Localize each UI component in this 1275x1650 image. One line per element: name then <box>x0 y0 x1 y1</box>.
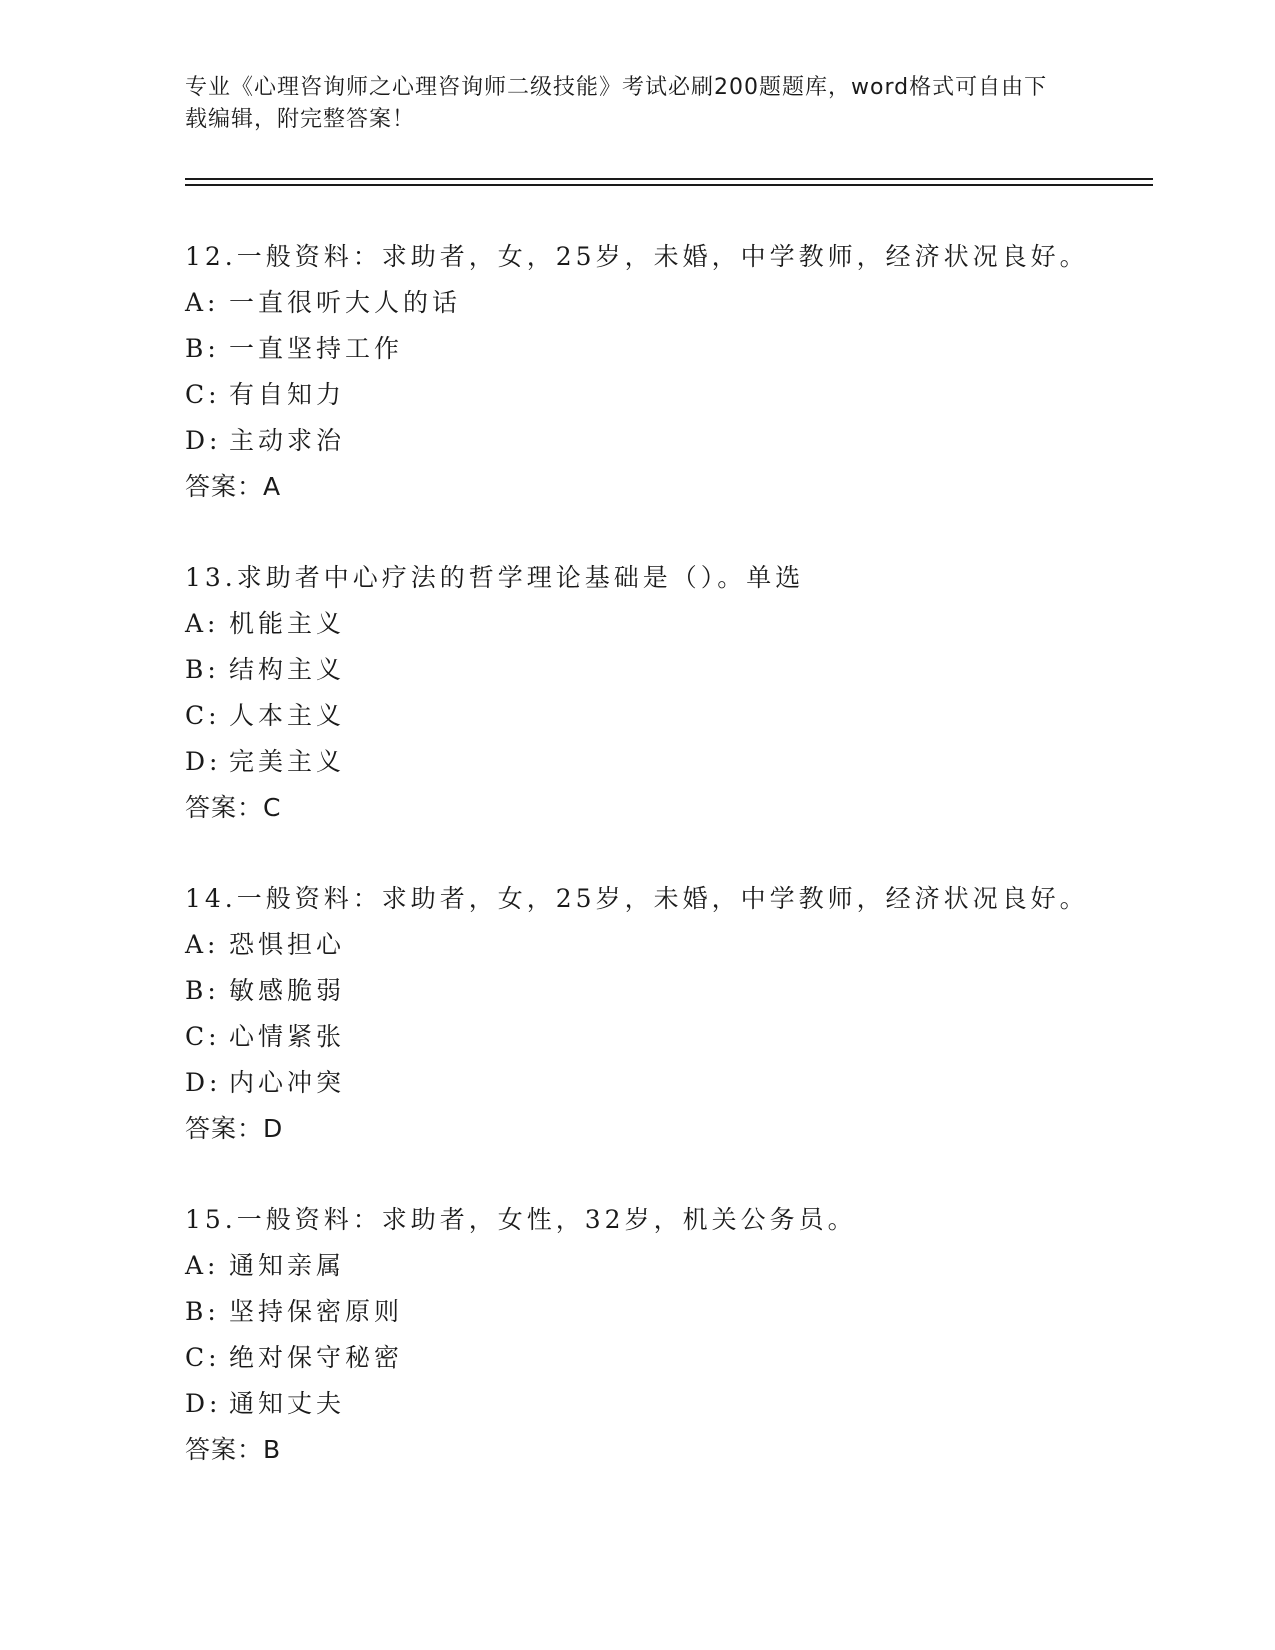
question-14 <box>185 876 1145 1152</box>
option-key: D: <box>185 426 222 455</box>
option-text: 机能主义 <box>229 609 346 638</box>
header-divider-bottom <box>185 184 1153 186</box>
answer-value: D <box>263 1114 284 1143</box>
option-key: C: <box>185 1343 221 1372</box>
option-text: 通知丈夫 <box>229 1389 346 1418</box>
option-a <box>185 1243 1145 1289</box>
option-b <box>185 326 1145 372</box>
question-stem: 15.一般资料：求助者，女性，32岁，机关公务员。 <box>185 1205 857 1234</box>
option-text: 敏感脆弱 <box>229 976 346 1005</box>
option-text: 结构主义 <box>229 655 346 684</box>
option-c <box>185 1335 1145 1381</box>
option-d <box>185 1381 1145 1427</box>
answer-label: 答案： <box>185 793 264 822</box>
answer-value: C <box>263 793 282 822</box>
option-text: 一直坚持工作 <box>229 334 404 363</box>
option-d <box>185 739 1145 785</box>
option-text: 通知亲属 <box>229 1251 346 1280</box>
option-key: C: <box>185 1022 221 1051</box>
question-stem: 13.求助者中心疗法的哲学理论基础是（）。单选 <box>185 563 805 592</box>
option-text: 恐惧担心 <box>229 930 346 959</box>
option-key: A: <box>185 930 220 959</box>
option-text: 绝对保守秘密 <box>229 1343 404 1372</box>
option-key: D: <box>185 1389 222 1418</box>
answer-value: A <box>263 472 282 501</box>
answer-line <box>185 1106 1145 1152</box>
option-text: 主动求治 <box>229 426 346 455</box>
option-a <box>185 922 1145 968</box>
option-key: C: <box>185 380 221 409</box>
option-c <box>185 372 1145 418</box>
option-text: 内心冲突 <box>229 1068 346 1097</box>
option-d <box>185 418 1145 464</box>
document-header: 专业《心理咨询师之心理咨询师二级技能》考试必刷200题题库，word格式可自由下载编辑，附完整答案！ <box>185 75 1048 132</box>
option-key: D: <box>185 1068 222 1097</box>
option-key: B: <box>185 1297 220 1326</box>
option-key: B: <box>185 655 220 684</box>
option-key: D: <box>185 747 222 776</box>
answer-label: 答案： <box>185 1435 264 1464</box>
question-stem: 12.一般资料：求助者，女，25岁，未婚，中学教师，经济状况良好。 <box>185 242 1089 271</box>
answer-label: 答案： <box>185 472 264 501</box>
header-divider-top <box>185 178 1153 180</box>
option-text: 有自知力 <box>229 380 346 409</box>
option-a <box>185 280 1145 326</box>
answer-line <box>185 464 1145 510</box>
question-12 <box>185 234 1145 510</box>
option-b <box>185 968 1145 1014</box>
option-c <box>185 1014 1145 1060</box>
question-15 <box>185 1197 1145 1473</box>
option-b <box>185 647 1145 693</box>
option-key: A: <box>185 288 220 317</box>
answer-line <box>185 785 1145 831</box>
option-text: 完美主义 <box>229 747 346 776</box>
option-a <box>185 601 1145 647</box>
option-text: 一直很听大人的话 <box>229 288 462 317</box>
option-c <box>185 693 1145 739</box>
option-key: C: <box>185 701 221 730</box>
option-d <box>185 1060 1145 1106</box>
option-key: B: <box>185 334 220 363</box>
answer-label: 答案： <box>185 1114 264 1143</box>
answer-line <box>185 1427 1145 1473</box>
option-key: B: <box>185 976 220 1005</box>
option-b <box>185 1289 1145 1335</box>
answer-value: B <box>263 1435 282 1464</box>
option-text: 坚持保密原则 <box>229 1297 404 1326</box>
option-key: A: <box>185 1251 220 1280</box>
option-text: 人本主义 <box>229 701 346 730</box>
question-stem: 14.一般资料：求助者，女，25岁，未婚，中学教师，经济状况良好。 <box>185 884 1089 913</box>
option-text: 心情紧张 <box>229 1022 346 1051</box>
question-13 <box>185 555 1145 831</box>
option-key: A: <box>185 609 220 638</box>
